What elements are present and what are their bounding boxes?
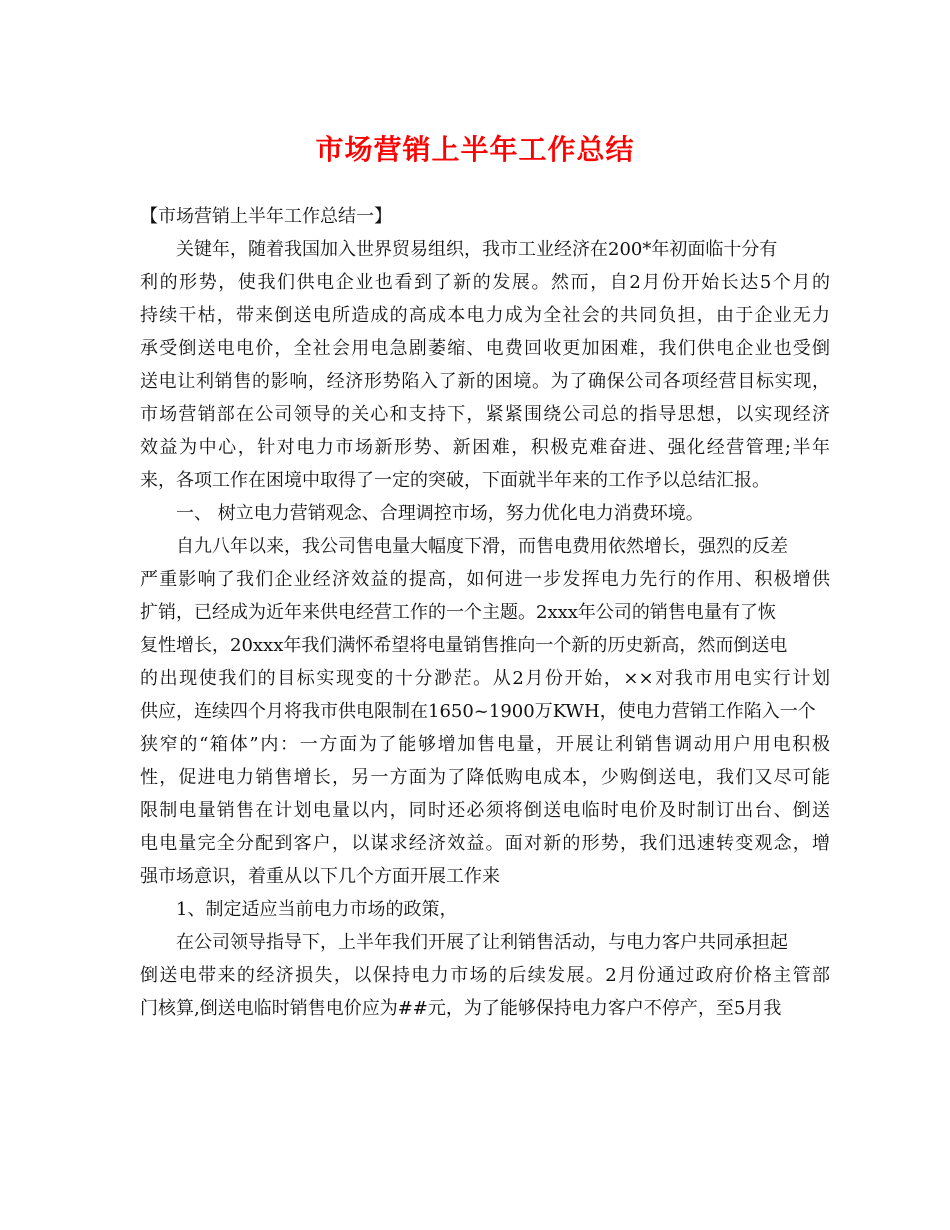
paragraph-line: 倒送电带来的经济损失，以保持电力市场的后续发展。2月份通过政府价格主管部 [140, 965, 830, 986]
paragraph-line: 严重影响了我们企业经济效益的提高，如何进一步发挥电力先行的作用、积极增供 [140, 569, 830, 590]
paragraph-line: 市场营销部在公司领导的关心和支持下，紧紧围绕公司总的指导思想，以实现经济 [140, 404, 830, 425]
paragraph-line: 来，各项工作在困境中取得了一定的突破，下面就半年来的工作予以总结汇报。 [140, 470, 770, 491]
paragraph-line: 限制电量销售在计划电量以内，同时还必须将倒送电临时电价及时制订出台、倒送 [140, 800, 830, 821]
paragraph-line: 持续干枯，带来倒送电所造成的高成本电力成为全社会的共同负担，由于企业无力 [140, 305, 830, 326]
paragraph-line: 供应，连续四个月将我市供电限制在1650~1900万KWH，使电力营销工作陷入一个 [140, 701, 816, 722]
paragraph-line: 狭窄的“箱体”内：一方面为了能够增加售电量，开展让利销售调动用户用电积极 [140, 734, 830, 755]
section-heading: 【市场营销上半年工作总结一】 [140, 206, 392, 227]
paragraph-line: 复性增长，20xxx年我们满怀希望将电量销售推向一个新的历史新高，然而倒送电 [140, 635, 788, 656]
paragraph-line: 在公司领导指导下，上半年我们开展了让利销售活动，与电力客户共同承担起 [176, 932, 788, 953]
subsection-heading: 1、制定适应当前电力市场的政策， [176, 899, 458, 920]
paragraph-line: 送电让利销售的影响，经济形势陷入了新的困境。为了确保公司各项经营目标实现， [140, 371, 830, 392]
document-body [140, 200, 830, 1025]
section-heading: 一、 树立电力营销观念、合理调控市场，努力优化电力消费环境。 [176, 503, 704, 524]
paragraph-line: 的出现使我们的目标实现变的十分渺茫。从2月份开始，××对我市用电实行计划 [140, 668, 830, 689]
paragraph-line: 扩销，已经成为近年来供电经营工作的一个主题。2xxx年公司的销售电量有了恢 [140, 602, 776, 623]
paragraph-line: 利的形势，使我们供电企业也看到了新的发展。然而，自2月份开始长达5个月的 [140, 272, 830, 293]
paragraph-line: 强市场意识，着重从以下几个方面开展工作来 [140, 866, 500, 887]
paragraph-line: 效益为中心，针对电力市场新形势、新困难，积极克难奋进、强化经营管理;半年 [140, 437, 830, 458]
paragraph-line: 承受倒送电电价，全社会用电急剧萎缩、电费回收更加困难，我们供电企业也受倒 [140, 338, 830, 359]
paragraph-line: 关键年，随着我国加入世界贸易组织，我市工业经济在200*年初面临十分有 [176, 239, 778, 260]
paragraph-line: 自九八年以来，我公司售电量大幅度下滑，而售电费用依然增长，强烈的反差 [176, 536, 788, 557]
paragraph-line: 电电量完全分配到客户，以谋求经济效益。面对新的形势，我们迅速转变观念，增 [140, 833, 830, 854]
paragraph-line: 门核算,倒送电临时销售电价应为##元，为了能够保持电力客户不停产，至5月我 [140, 998, 782, 1019]
paragraph-line: 性，促进电力销售增长，另一方面为了降低购电成本，少购倒送电，我们又尽可能 [140, 767, 830, 788]
document-title: 市场营销上半年工作总结 [315, 133, 635, 166]
